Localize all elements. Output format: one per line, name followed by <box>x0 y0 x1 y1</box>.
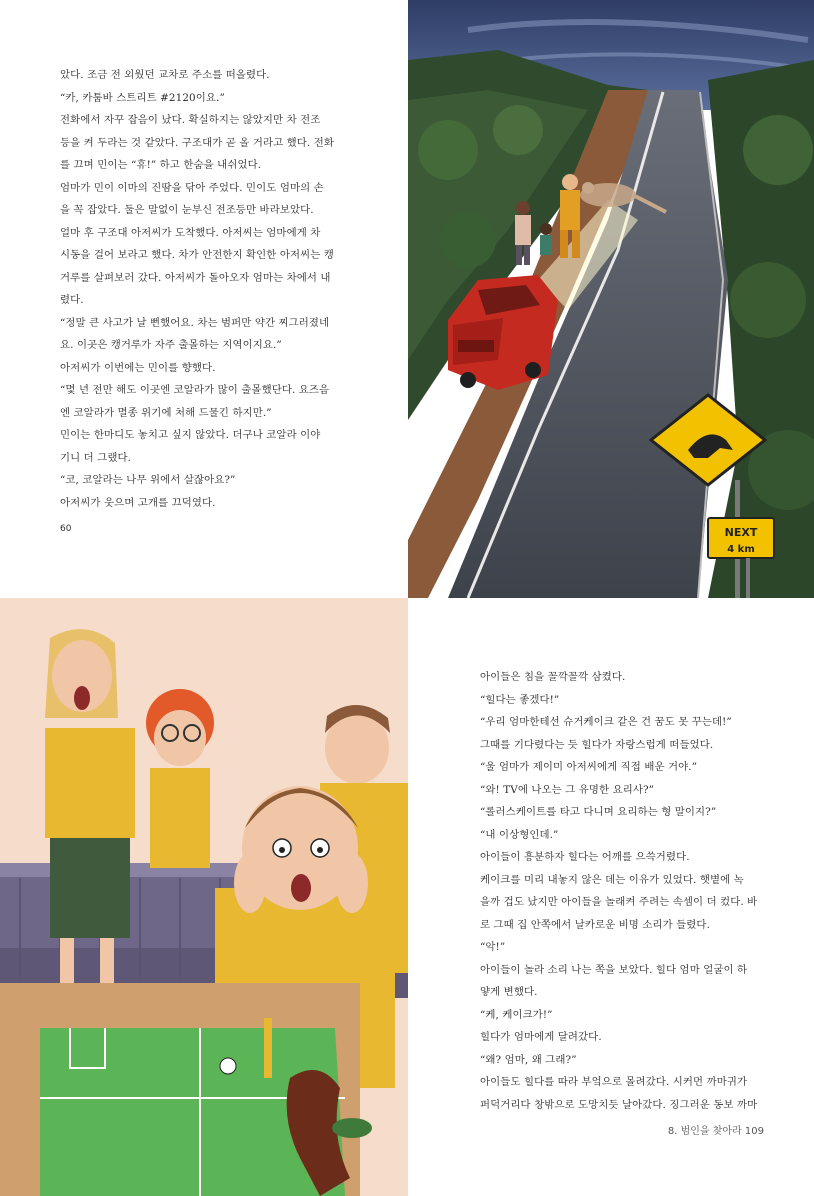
text-line: 아이들이 놀라 소리 나는 쪽을 보았다. 힐다 엄마 얼굴이 하 <box>480 963 748 976</box>
text-line: 엄마가 민이 이마의 진땀을 닦아 주었다. 민이도 엄마의 손 <box>60 181 324 194</box>
text-line: “왜? 엄마, 왜 그래?” <box>480 1053 577 1066</box>
text-line: 얗게 변했다. <box>480 986 538 998</box>
text-line: 을까 겁도 났지만 아이들을 놀래켜 주려는 속셈이 더 컸다. 바 <box>480 896 758 908</box>
text-line: 렸다. <box>60 294 84 306</box>
text-line: 을 꼭 잡았다. 둘은 말없이 눈부신 전조등만 바라보았다. <box>60 204 314 216</box>
text-line: “몇 년 전만 해도 이곳엔 코알라가 많이 출몰했단다. 요즈음 <box>60 384 330 396</box>
text-line: 아저씨가 이번에는 민이를 향했다. <box>60 361 216 374</box>
text-line: 그때를 기다렸다는 듯 힐다가 자랑스럽게 떠들었다. <box>480 738 714 751</box>
text-line: “내 이상형인데.” <box>480 828 559 841</box>
text-line: 케이크를 미리 내놓지 않은 데는 이유가 있었다. 햇볕에 녹 <box>480 873 744 886</box>
next-sign-distance: 4 km <box>727 544 755 555</box>
text-line: “정말 큰 사고가 날 뻔했어요. 차는 범퍼만 약간 찌그러졌네 <box>60 316 330 329</box>
text-line: “울 엄마가 제이미 아저씨에게 직접 배운 거야.” <box>480 761 698 773</box>
text-line: “힐다는 좋겠다!” <box>480 693 560 706</box>
text-line: “코, 코알라는 나무 위에서 살잖아요?” <box>60 474 236 486</box>
text-line: 등을 켜 두라는 것 같았다. 구조대가 곧 올 거라고 했다. 전화 <box>60 136 334 149</box>
text-line: 아저씨가 웃으며 고개를 끄덕였다. <box>60 496 216 509</box>
right-page-text <box>480 666 800 1116</box>
text-line: “악!” <box>480 941 506 953</box>
text-line: 거루를 살펴보러 갔다. 아저씨가 돌아오자 엄마는 차에서 내 <box>60 271 331 284</box>
text-line: 아이들도 힐다를 따라 부엌으로 몰려갔다. 시커먼 까마귀가 <box>480 1076 748 1088</box>
text-line: 힐다가 엄마에게 달려갔다. <box>480 1031 602 1043</box>
text-line: 기니 더 그랬다. <box>60 451 132 464</box>
left-page-text <box>60 64 380 514</box>
text-line: “우리 엄마한테선 슈거케이크 같은 건 꿈도 못 꾸는데!” <box>480 716 732 728</box>
page-number-left: 60 <box>60 524 72 534</box>
text-line: 얼마 후 구조대 아저씨가 도착했다. 아저씨는 엄마에게 차 <box>60 226 321 239</box>
text-line: “카, 카툼바 스트리트 #2120이요.” <box>60 91 225 104</box>
text-line: “와! TV에 나오는 그 유명한 요리사?” <box>480 783 655 796</box>
text-line: 퍼덕거리다 창밖으로 도망치듯 날아갔다. 징그러운 동보 까마 <box>480 1098 758 1111</box>
text-line: 전화에서 자꾸 잡음이 났다. 확실하지는 않았지만 차 전조 <box>60 114 321 126</box>
text-line: 아이들이 흥분하자 힐다는 어깨를 으쓱거렸다. <box>480 851 690 863</box>
text-line: 민이는 한마디도 놓치고 싶지 않았다. 더구나 코알라 이야 <box>60 429 321 441</box>
text-page-left <box>0 0 408 598</box>
text-line: 엔 코알라가 멸종 위기에 처해 드물긴 하지만.” <box>60 406 272 419</box>
text-line: 아이들은 침을 꼴깍꼴깍 삼켰다. <box>480 671 626 683</box>
text-line: 요. 이곳은 캥거루가 자주 출몰하는 지역이지요.” <box>60 339 282 351</box>
chapter-footer: 8. 범인을 찾아라 109 <box>667 1126 764 1137</box>
text-line: 로 그때 집 안쪽에서 날카로운 비명 소리가 들렸다. <box>480 918 710 931</box>
text-line: 았다. 조금 전 외웠던 교차로 주소를 떠올렸다. <box>60 69 270 81</box>
next-sign-label: NEXT <box>724 526 758 539</box>
boy-figure <box>540 223 552 255</box>
text-line: 를 끄며 민이는 “휴!” 하고 한숨을 내쉬었다. <box>60 159 262 171</box>
illustration-kids-cake <box>0 598 408 1196</box>
kid-redhair <box>146 689 214 868</box>
text-line: “롤러스케이트를 타고 다니며 요리하는 형 말이지?” <box>480 806 717 818</box>
text-line: “케, 케이크가!” <box>480 1008 553 1021</box>
illustration-road-kangaroo <box>408 0 814 598</box>
text-page-right <box>408 598 814 1196</box>
text-line: 시동을 걸어 보라고 했다. 차가 안전한지 확인한 아저씨는 캥 <box>60 249 334 261</box>
